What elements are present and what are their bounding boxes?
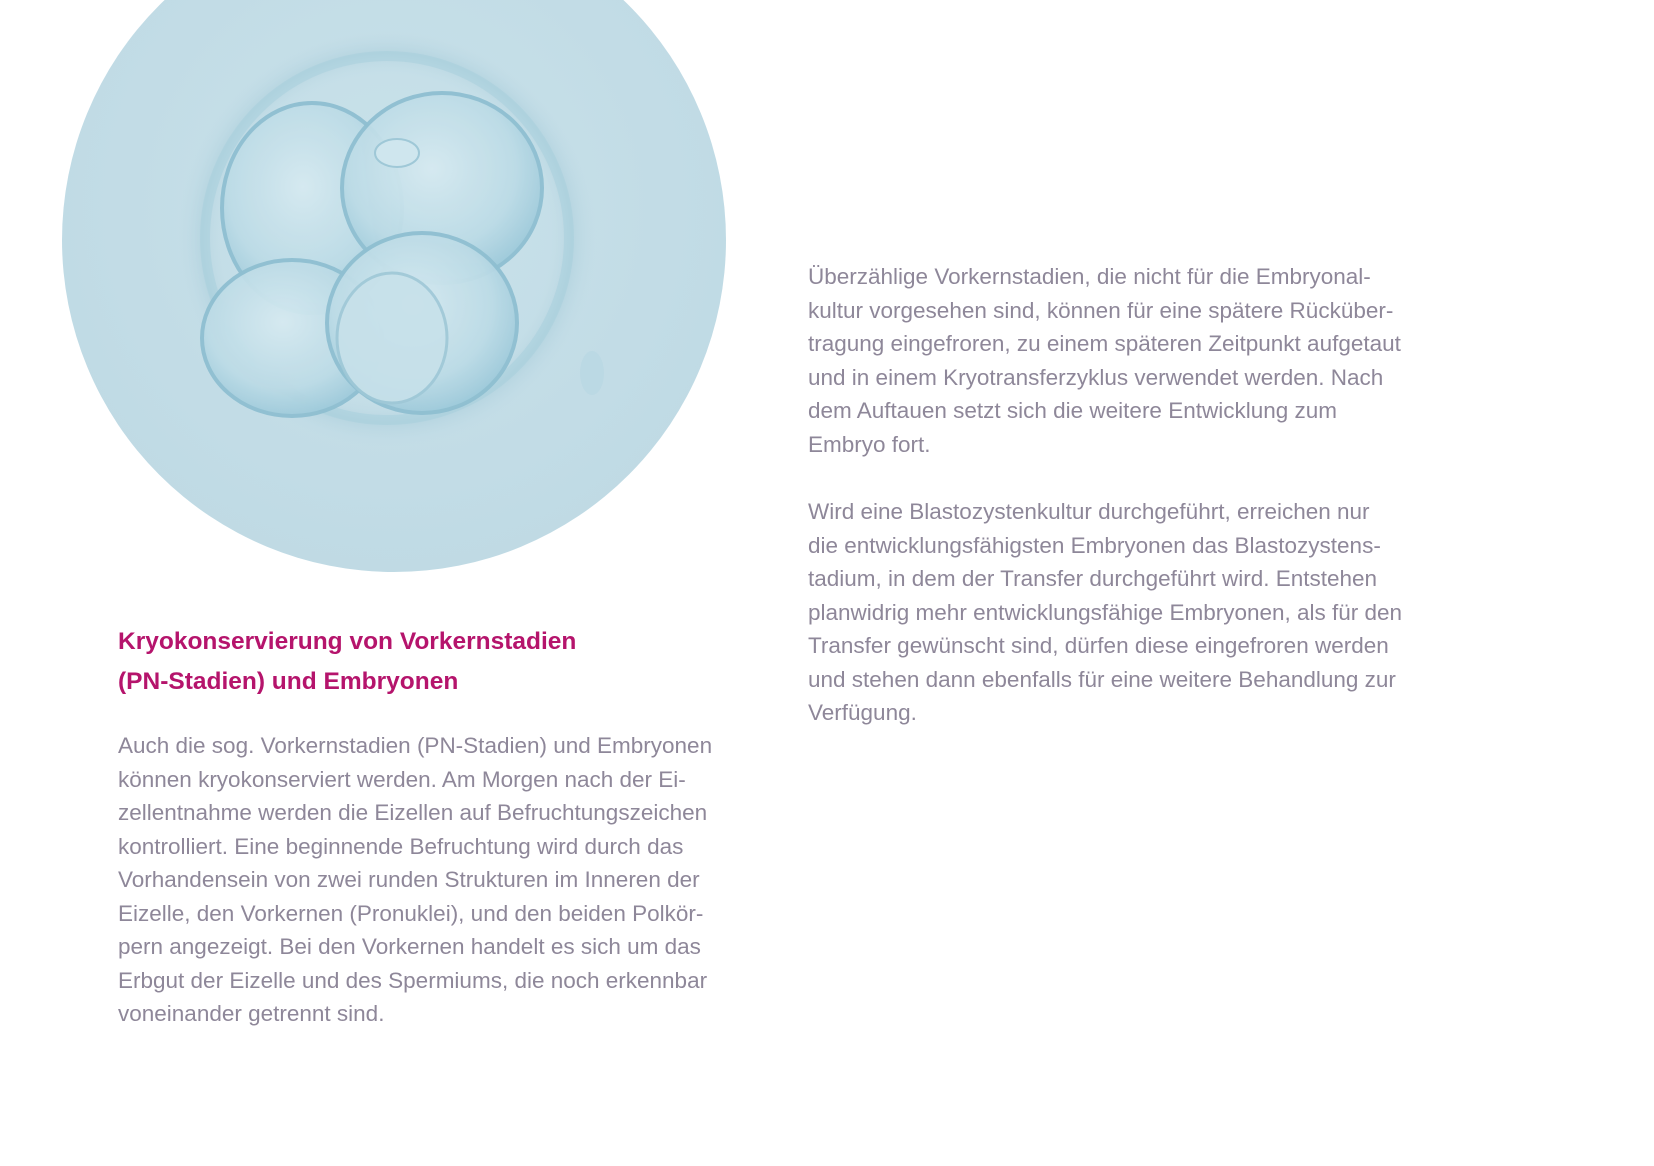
text-line: und stehen dann ebenfalls für eine weitere Behandlung zur bbox=[808, 666, 1396, 692]
text-line: können kryokonserviert werden. Am Morgen nach der Ei- bbox=[118, 766, 686, 792]
text-line: Transfer gewünscht sind, dürfen diese eingefroren werden bbox=[808, 633, 1389, 658]
text-line: pern angezeigt. Bei den Vorkernen handelt es sich um das bbox=[118, 934, 701, 959]
text-line: planwidrig mehr entwicklungsfähige Embryonen, als für den bbox=[808, 599, 1403, 625]
text-line: Vorhandensein von zwei runden Strukturen im Inneren der bbox=[118, 867, 700, 892]
text-line: dem Auftauen setzt sich die weitere Entwicklung zum bbox=[808, 398, 1338, 423]
text-line: Erbgut der Eizelle und des Spermiums, die noch erkennbar bbox=[118, 967, 708, 993]
text-line: Überzählige Vorkernstadien, die nicht für die Embryonal- bbox=[808, 264, 1371, 289]
text-line: tragung eingefroren, zu einem späteren Zeitpunkt aufgetaut bbox=[808, 331, 1401, 356]
text-line: Wird eine Blastozystenkultur durchgeführt, erreichen nur bbox=[808, 499, 1370, 524]
text-line: Embryo fort. bbox=[808, 431, 931, 457]
text-line: tadium, in dem der Transfer durchgeführt wird. Entstehen bbox=[808, 566, 1378, 591]
text-line: Verfügung. bbox=[808, 700, 917, 725]
left-paragraph bbox=[118, 729, 712, 1031]
heading-line: Kryokonservierung von Vorkernstadien bbox=[118, 628, 577, 655]
text-line: Eizelle, den Vorkernen (Pronuklei), und den beiden Polkör- bbox=[118, 900, 704, 926]
text-line: voneinander getrennt sind. bbox=[118, 1001, 385, 1026]
embryo-microscopy-icon bbox=[62, 0, 726, 572]
text-line: kontrolliert. Eine beginnende Befruchtung wird durch das bbox=[118, 833, 684, 859]
text-line: Auch die sog. Vorkernstadien (PN-Stadien) und Embryonen bbox=[118, 733, 713, 758]
embryo-image bbox=[62, 0, 726, 572]
text-line: die entwicklungsfähigsten Embryonen das Blastozystens- bbox=[808, 532, 1381, 558]
text-line: kultur vorgesehen sind, können für eine spätere Rücküber- bbox=[808, 297, 1394, 323]
text-line: und in einem Kryotransferzyklus verwendet werden. Nach bbox=[808, 364, 1384, 390]
text-line: zellentnahme werden die Eizellen auf Befruchtungszeichen bbox=[118, 800, 708, 825]
right-paragraph-2 bbox=[808, 495, 1402, 730]
section-heading bbox=[118, 622, 758, 702]
right-paragraph-1 bbox=[808, 260, 1401, 461]
heading-line: (PN-Stadien) und Embryonen bbox=[118, 668, 459, 695]
